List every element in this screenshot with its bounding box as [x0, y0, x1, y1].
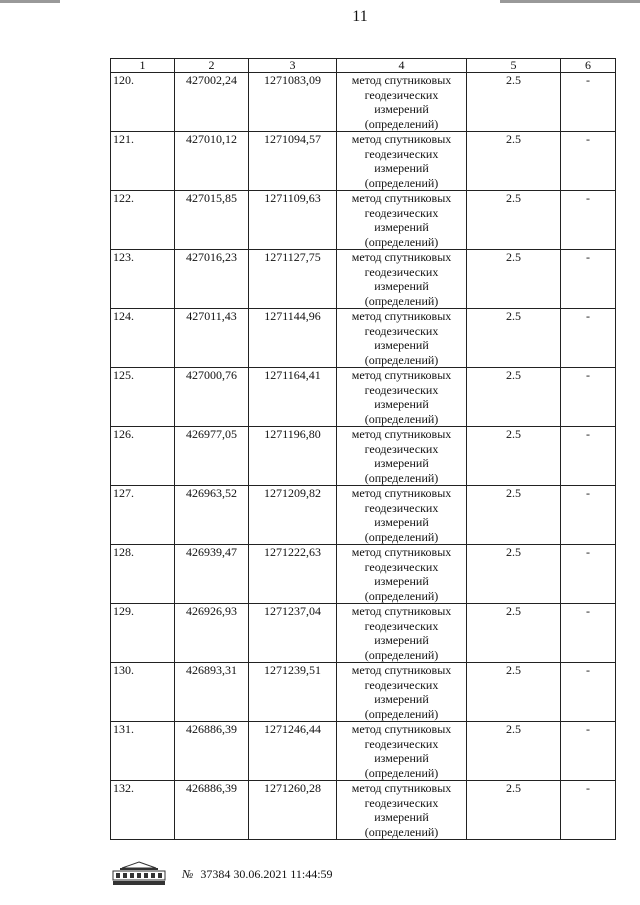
- table-row: [111, 427, 616, 486]
- page-number: 11: [352, 8, 368, 25]
- column-header: 4: [337, 59, 467, 73]
- registration-stamp: [182, 867, 333, 882]
- accuracy-cell: 2.5: [467, 191, 561, 250]
- point-number-cell: 122.: [111, 191, 175, 250]
- accuracy-cell: 2.5: [467, 368, 561, 427]
- x-coordinate-cell: 426926,93: [175, 604, 249, 663]
- note-cell: -: [561, 73, 616, 132]
- x-coordinate-cell: 426886,39: [175, 722, 249, 781]
- y-coordinate-cell: 1271127,75: [249, 250, 337, 309]
- table-row: [111, 663, 616, 722]
- note-cell: -: [561, 191, 616, 250]
- y-coordinate-cell: 1271196,80: [249, 427, 337, 486]
- method-cell: метод спутниковых геодезических измерений (определений): [337, 604, 467, 663]
- table-row: [111, 309, 616, 368]
- column-header: 2: [175, 59, 249, 73]
- point-number-cell: 132.: [111, 781, 175, 840]
- point-number-cell: 126.: [111, 427, 175, 486]
- document-footer: [110, 860, 333, 888]
- note-cell: -: [561, 486, 616, 545]
- document-datetime: 30.06.2021 11:44:59: [233, 866, 333, 881]
- point-number-cell: 127.: [111, 486, 175, 545]
- accuracy-cell: 2.5: [467, 427, 561, 486]
- point-number-cell: 125.: [111, 368, 175, 427]
- x-coordinate-cell: 426939,47: [175, 545, 249, 604]
- method-cell: метод спутниковых геодезических измерений (определений): [337, 781, 467, 840]
- y-coordinate-cell: 1271209,82: [249, 486, 337, 545]
- point-number-cell: 123.: [111, 250, 175, 309]
- note-cell: -: [561, 309, 616, 368]
- point-number-cell: 124.: [111, 309, 175, 368]
- accuracy-cell: 2.5: [467, 545, 561, 604]
- y-coordinate-cell: 1271144,96: [249, 309, 337, 368]
- x-coordinate-cell: 426977,05: [175, 427, 249, 486]
- y-coordinate-cell: 1271222,63: [249, 545, 337, 604]
- accuracy-cell: 2.5: [467, 604, 561, 663]
- table-row: [111, 722, 616, 781]
- note-cell: -: [561, 427, 616, 486]
- accuracy-cell: 2.5: [467, 73, 561, 132]
- column-header: 5: [467, 59, 561, 73]
- accuracy-cell: 2.5: [467, 486, 561, 545]
- method-cell: метод спутниковых геодезических измерений (определений): [337, 191, 467, 250]
- method-cell: метод спутниковых геодезических измерений (определений): [337, 309, 467, 368]
- government-building-icon: [110, 861, 168, 887]
- table-row: [111, 781, 616, 840]
- table-row: [111, 368, 616, 427]
- point-number-cell: 120.: [111, 73, 175, 132]
- x-coordinate-cell: 427002,24: [175, 73, 249, 132]
- x-coordinate-cell: 427010,12: [175, 132, 249, 191]
- point-number-cell: 131.: [111, 722, 175, 781]
- point-number-cell: 121.: [111, 132, 175, 191]
- note-cell: -: [561, 545, 616, 604]
- x-coordinate-cell: 426893,31: [175, 663, 249, 722]
- method-cell: метод спутниковых геодезических измерений (определений): [337, 663, 467, 722]
- table-row: [111, 132, 616, 191]
- method-cell: метод спутниковых геодезических измерений (определений): [337, 427, 467, 486]
- x-coordinate-cell: 427015,85: [175, 191, 249, 250]
- number-sign: №: [182, 866, 194, 881]
- method-cell: метод спутниковых геодезических измерений (определений): [337, 722, 467, 781]
- method-cell: метод спутниковых геодезических измерений (определений): [337, 250, 467, 309]
- y-coordinate-cell: 1271246,44: [249, 722, 337, 781]
- method-cell: метод спутниковых геодезических измерений (определений): [337, 486, 467, 545]
- document-number: 37384: [200, 866, 231, 881]
- y-coordinate-cell: 1271239,51: [249, 663, 337, 722]
- table-row: [111, 545, 616, 604]
- scan-artifact-left: [0, 0, 60, 3]
- note-cell: -: [561, 722, 616, 781]
- table-row: [111, 486, 616, 545]
- table-row: [111, 604, 616, 663]
- table-row: [111, 73, 616, 132]
- y-coordinate-cell: 1271094,57: [249, 132, 337, 191]
- coordinates-table: [110, 58, 616, 840]
- method-cell: метод спутниковых геодезических измерений (определений): [337, 132, 467, 191]
- scan-artifact-right: [500, 0, 640, 3]
- method-cell: метод спутниковых геодезических измерений (определений): [337, 73, 467, 132]
- y-coordinate-cell: 1271083,09: [249, 73, 337, 132]
- table-row: [111, 191, 616, 250]
- accuracy-cell: 2.5: [467, 722, 561, 781]
- method-cell: метод спутниковых геодезических измерений (определений): [337, 368, 467, 427]
- accuracy-cell: 2.5: [467, 781, 561, 840]
- y-coordinate-cell: 1271260,28: [249, 781, 337, 840]
- y-coordinate-cell: 1271237,04: [249, 604, 337, 663]
- y-coordinate-cell: 1271109,63: [249, 191, 337, 250]
- column-header: 3: [249, 59, 337, 73]
- column-header: 6: [561, 59, 616, 73]
- note-cell: -: [561, 663, 616, 722]
- accuracy-cell: 2.5: [467, 250, 561, 309]
- point-number-cell: 130.: [111, 663, 175, 722]
- table-row: [111, 250, 616, 309]
- column-header: 1: [111, 59, 175, 73]
- point-number-cell: 129.: [111, 604, 175, 663]
- note-cell: -: [561, 604, 616, 663]
- note-cell: -: [561, 250, 616, 309]
- point-number-cell: 128.: [111, 545, 175, 604]
- y-coordinate-cell: 1271164,41: [249, 368, 337, 427]
- x-coordinate-cell: 427000,76: [175, 368, 249, 427]
- accuracy-cell: 2.5: [467, 132, 561, 191]
- x-coordinate-cell: 427016,23: [175, 250, 249, 309]
- table-header-row: [111, 59, 616, 73]
- method-cell: метод спутниковых геодезических измерений (определений): [337, 545, 467, 604]
- note-cell: -: [561, 132, 616, 191]
- x-coordinate-cell: 426963,52: [175, 486, 249, 545]
- note-cell: -: [561, 781, 616, 840]
- accuracy-cell: 2.5: [467, 309, 561, 368]
- x-coordinate-cell: 426886,39: [175, 781, 249, 840]
- accuracy-cell: 2.5: [467, 663, 561, 722]
- x-coordinate-cell: 427011,43: [175, 309, 249, 368]
- note-cell: -: [561, 368, 616, 427]
